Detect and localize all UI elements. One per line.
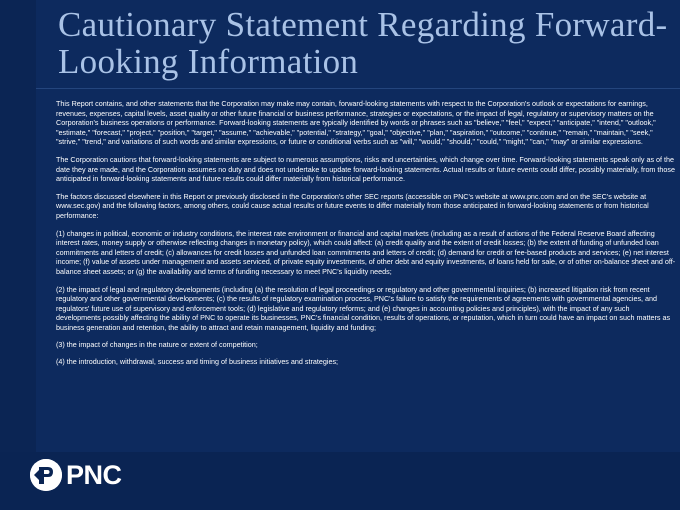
- paragraph-factors: The factors discussed elsewhere in this Report or previously disclosed in the Corporation's other SEC reports (accessible on PNC's website at www.pnc.com and on the SEC's website at www.sec.gov) and the following factors, among others, could cause actual results or future events to differ materially from those anticipated in forward-looking statements or from historical performance:: [56, 191, 649, 220]
- paragraph-caution: The Corporation cautions that forward-looking statements are subject to numerous assumptions, risks and uncertainties, which change over time. Forward-looking statements speak only as of the date they are made, and the Corporation assumes no duty and does not undertake to update forward-looking statements. Actual results or future events could differ, possibly materially, from those anticipated in forward-looking statements and future results could differ materially from historical performance.: [56, 154, 676, 184]
- page-title: Cautionary Statement Regarding Forward-Looking Information: [58, 5, 668, 81]
- pnc-logo-icon: [30, 459, 62, 491]
- list-item-1: (1) changes in political, economic or industry conditions, the interest rate environment or financial and capital markets (including as a result of actions of the Federal Reserve Board affecting interest rates, money supply or otherwise reflecting changes in monetary policy), which could affect: (a) credit quality and the extent of credit losses; (b) the extent of funding of unfunded loan commitments and letters of credit; (c) allowances for credit losses and unfunded loan commitments and letters of credit; (d) demand for credit or fee-based products and services; (e) net interest income; (f) value of assets under management and assets serviced, of private equity investments, of other debt and equity investments, of loans held for sale, or of other on-balance sheet and off-balance sheet assets; or (g) the availability and terms of funding necessary to meet PNC's liquidity needs;: [56, 228, 676, 276]
- pnc-logo-text: PNC: [66, 459, 122, 490]
- list-item-3: (3) the impact of changes in the nature or extent of competition;: [56, 340, 258, 350]
- pnc-logo: [30, 458, 122, 492]
- list-item-2: (2) the impact of legal and regulatory developments (including (a) the resolution of legal proceedings or regulatory and other governmental inquiries; (b) increased litigation risk from recent regulatory and other governmental developments; (c) the results of regulatory examination process, PNC's failure to satisfy the requirements of agreements with governmental agencies, and regulators' future use of supervisory and enforcement tools; (d) legislative and regulatory reforms; and (e) changes in accounting policies and principles), with the impact of any such developments possibly affecting the ability of PNC to operate its businesses, PNC's financial condition, results of operations, or reputation, which in turn could have an impact on such matters as business generation and retention, the ability to attract and retain management, liquidity and funding;: [56, 284, 671, 332]
- list-item-4: (4) the introduction, withdrawal, success and timing of business initiatives and strategies;: [56, 357, 339, 367]
- left-stripe: [0, 0, 36, 510]
- paragraph-intro: This Report contains, and other statements that the Corporation may make may contain, forward-looking statements with respect to the Corporation's outlook or expectations for earnings, revenues, expenses, capital levels, asset quality or other future financial or business performance, strategies or expectations, or the impact of legal, regulatory or supervisory matters on the Corporation's business operations or performance. Forward-looking statements are typically identified by words or phrases such as "believe," "feel," "expect," "anticipate," "intend," "outlook," "estimate," "forecast," "project," "position," "target," "assume," "achievable," "potential," "strategy," "goal," "objective," "plan," "aspiration," "outcome," "continue," "remain," "maintain," "seek," "strive," "trend," and variations of such words and similar expressions, or future or conditional verbs such as "will," "would," "should," "could," "might," "can," "may" or similar expressions.: [56, 99, 656, 147]
- body-text: [56, 99, 676, 374]
- title-divider: [36, 88, 680, 89]
